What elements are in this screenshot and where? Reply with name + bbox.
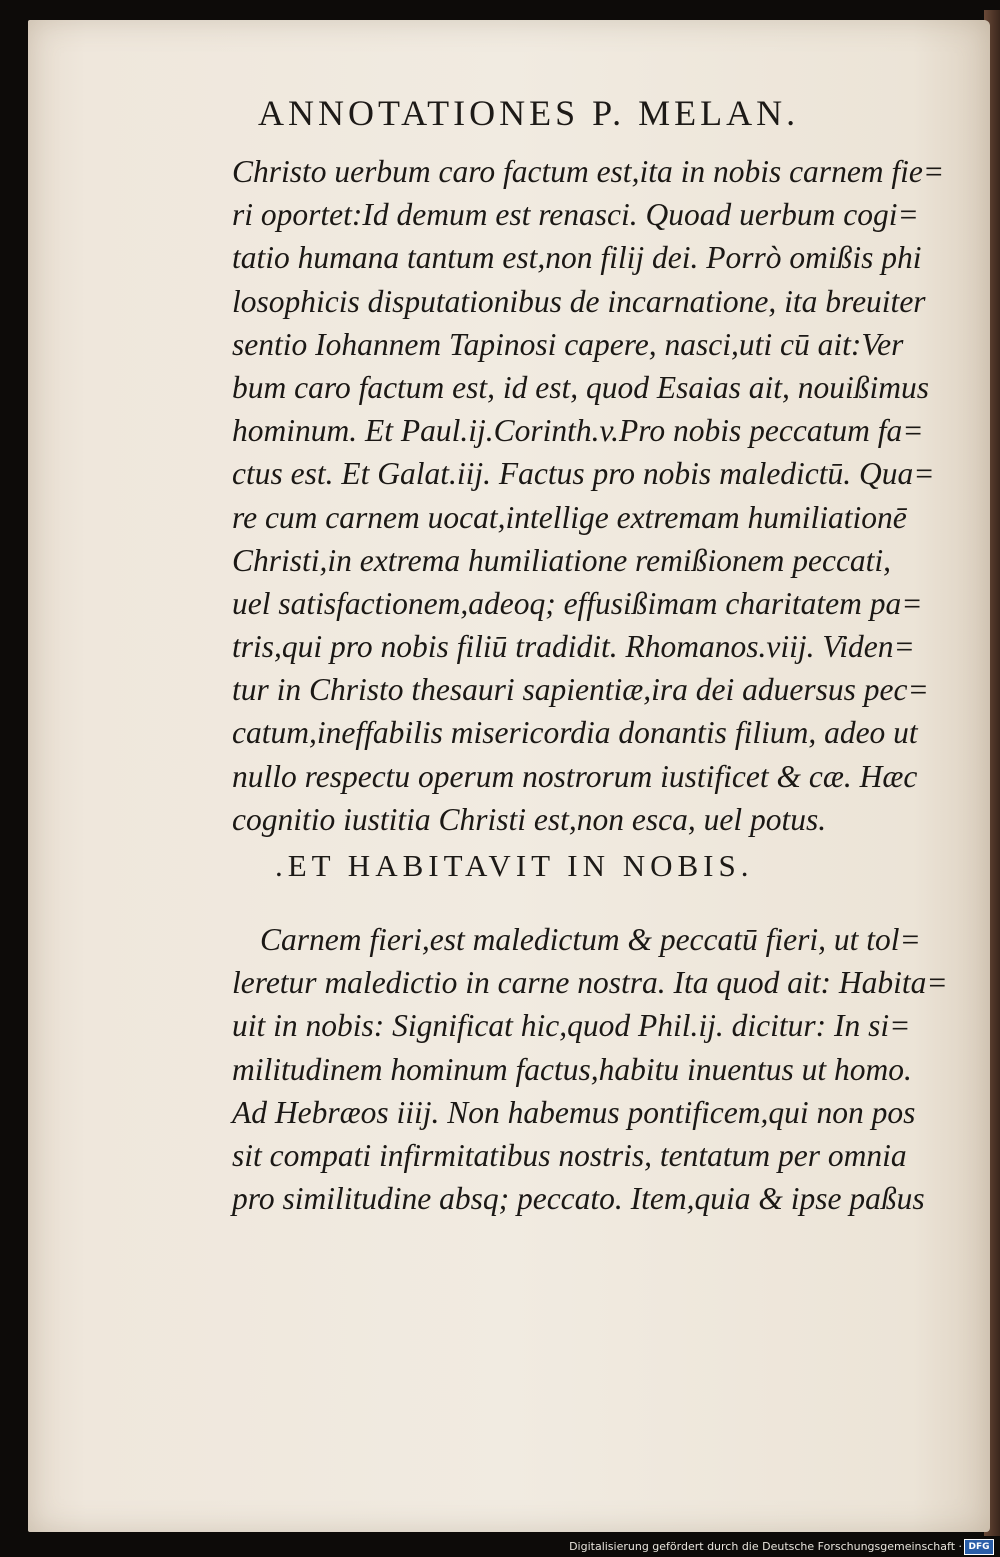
text-line: Ad Hebræos iiij. Non habemus pontificem,qui non pos (232, 1094, 916, 1130)
text-line: cognitio iustitia Christi est,non esca, uel potus. (232, 801, 827, 837)
text-line: hominum. Et Paul.ij.Corinth.v.Pro nobis peccatum fa= (232, 413, 924, 449)
text-line: Christi,in extrema humiliatione remißionem peccati, (232, 542, 892, 578)
digitization-footer (0, 1536, 1000, 1557)
text-line: tris,qui pro nobis filiū tradidit. Rhomanos.viij. Viden= (232, 629, 915, 665)
section-heading: .ET HABITAVIT IN NOBIS. (275, 848, 754, 883)
text-line: nullo respectu operum nostrorum iustificet & cæ. Hæc (232, 758, 918, 794)
text-line: sit compati infirmitatibus nostris, tentatum per omnia (232, 1137, 907, 1173)
text-line: leretur maledictio in carne nostra. Ita quod ait: Habita= (232, 965, 948, 1001)
text-line: Christo uerbum caro factum est,ita in nobis carnem fie= (232, 154, 945, 189)
body-text (232, 150, 945, 841)
text-line: re cum carnem uocat,intellige extremam humiliationē (232, 499, 907, 535)
text-line: tatio humana tantum est,non filij dei. Porrò omißis phi (232, 240, 922, 276)
funding-credit: Digitalisierung gefördert durch die Deutsche Forschungsgemeinschaft · (569, 1540, 962, 1553)
text-line: Carnem fieri,est maledictum & peccatū fieri, ut tol= (260, 922, 921, 957)
text-line: losophicis disputationibus de incarnatione, ita breuiter (232, 283, 926, 319)
text-line: tur in Christo thesauri sapientiæ,ira dei aduersus pec= (232, 672, 929, 708)
text-line: catum,ineffabilis misericordia donantis filium, adeo ut (232, 715, 918, 751)
dfg-logo-icon: DFG (964, 1539, 994, 1555)
text-line: pro similitudine absq; peccato. Item,quia & ipse paßus (232, 1181, 925, 1217)
text-line: uel satisfactionem,adeoq; effusißimam charitatem pa= (232, 585, 923, 621)
text-line: uit in nobis: Significat hic,quod Phil.ij. dicitur: In si= (232, 1008, 911, 1044)
text-line: ctus est. Et Galat.iij. Factus pro nobis maledictū. Qua= (232, 456, 935, 492)
text-line: militudinem hominum factus,habitu inuentus ut homo. (232, 1051, 912, 1087)
running-head: ANNOTATIONES P. MELAN. (258, 93, 800, 133)
text-line: sentio Iohannem Tapinosi capere, nasci,uti cū ait:Ver (232, 326, 904, 362)
text-line: ri oportet:Id demum est renasci. Quoad uerbum cogi= (232, 197, 919, 233)
text-line: bum caro factum est, id est, quod Esaias ait, nouißimus (232, 369, 930, 405)
section-text (232, 918, 948, 1220)
